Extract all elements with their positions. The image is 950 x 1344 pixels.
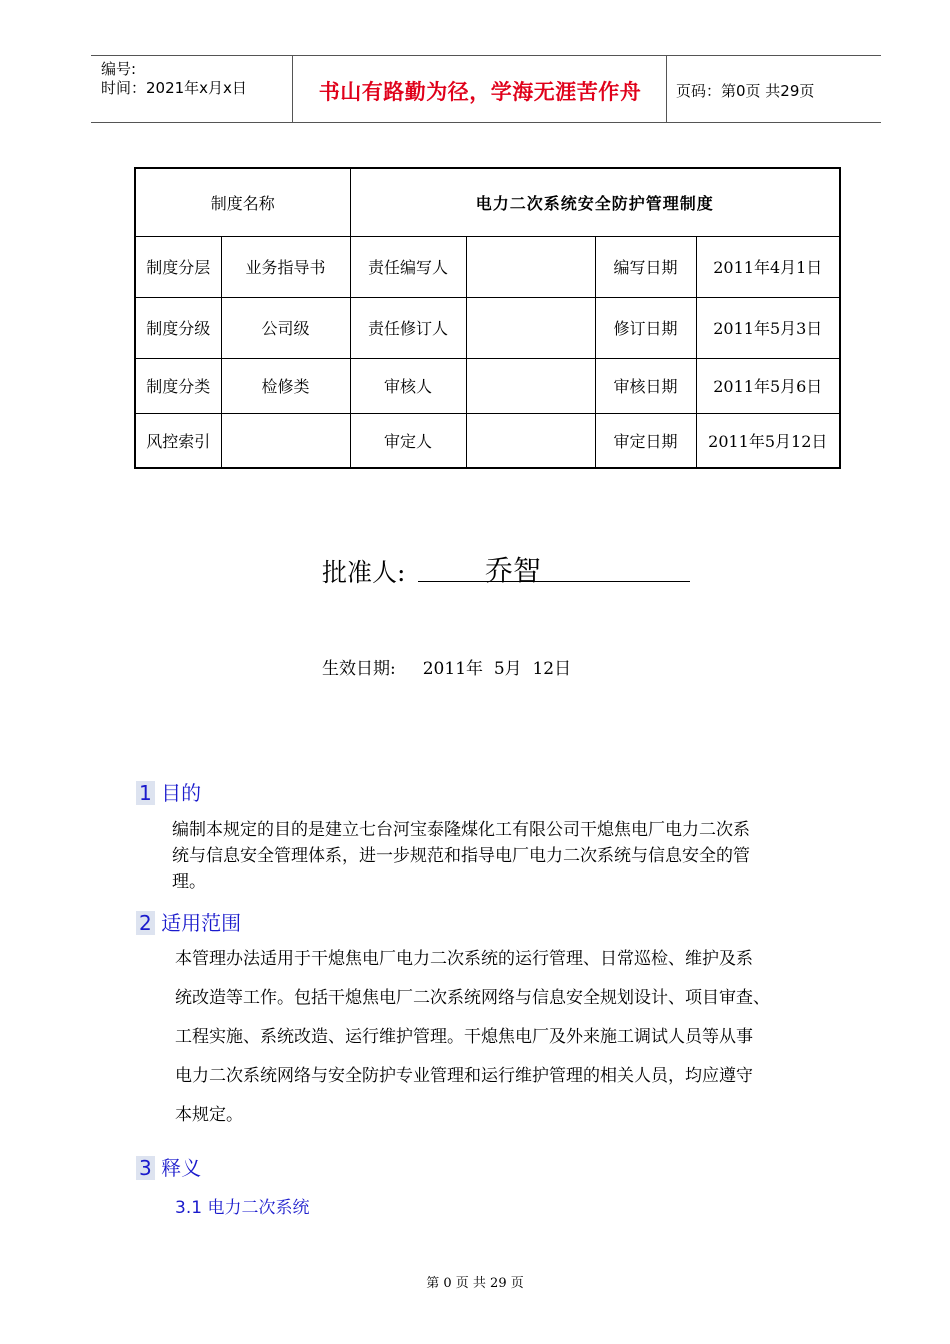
table-cell: 审核人 xyxy=(350,358,466,413)
section-heading xyxy=(136,907,241,936)
section-heading xyxy=(136,777,201,806)
header-page-info: 页码：第0页 共29页 xyxy=(676,82,815,100)
table-cell xyxy=(466,236,595,297)
effective-date: 生效日期: 2011年 5月 12日 xyxy=(322,659,572,679)
section-body xyxy=(172,817,852,895)
section-number: 2 xyxy=(136,911,155,935)
section-body xyxy=(175,940,855,1135)
table-row xyxy=(135,236,840,297)
table-cell xyxy=(466,358,595,413)
header-divider-left xyxy=(292,55,293,122)
table-cell xyxy=(466,413,595,468)
regulation-title: 电力二次系统安全防护管理制度 xyxy=(350,168,840,236)
table-cell: 公司级 xyxy=(221,297,350,358)
table-cell: 2011年5月3日 xyxy=(696,297,840,358)
table-row xyxy=(135,297,840,358)
section-title: 适用范围 xyxy=(161,911,242,935)
subsection-heading: 3.1 电力二次系统 xyxy=(175,1198,310,1218)
text-line: 统与信息安全管理体系，进一步规范和指导电厂电力二次系统与信息安全的管 xyxy=(172,846,750,866)
table-row xyxy=(135,358,840,413)
header-number-label: 编号: xyxy=(101,60,137,78)
header-top-rule xyxy=(91,55,881,56)
table-cell: 责任编写人 xyxy=(350,236,466,297)
text-line: 理。 xyxy=(172,872,206,892)
text-line: 统改造等工作。包括干熄焦电厂二次系统网络与信息安全规划设计、项目审查、 xyxy=(175,988,770,1008)
table-cell: 审定日期 xyxy=(595,413,696,468)
table-cell: 制度分层 xyxy=(135,236,221,297)
table-cell: 2011年4月1日 xyxy=(696,236,840,297)
table-cell: 业务指导书 xyxy=(221,236,350,297)
table-cell: 制度分级 xyxy=(135,297,221,358)
table-cell: 编写日期 xyxy=(595,236,696,297)
header-bottom-rule xyxy=(91,122,881,123)
section-title: 目的 xyxy=(161,781,202,805)
section-number: 1 xyxy=(136,781,155,805)
table-cell: 风控索引 xyxy=(135,413,221,468)
approver-label: 批准人: xyxy=(322,558,406,587)
header-divider-right xyxy=(666,55,667,122)
text-line: 本规定。 xyxy=(175,1105,243,1125)
text-line: 编制本规定的目的是建立七台河宝泰隆煤化工有限公司干熄焦电厂电力二次系 xyxy=(172,820,750,840)
table-cell: 责任修订人 xyxy=(350,297,466,358)
section-title: 释义 xyxy=(161,1156,202,1180)
table-cell xyxy=(221,413,350,468)
header-time-label: 时间：2021年x月x日 xyxy=(101,79,247,97)
table-cell: 修订日期 xyxy=(595,297,696,358)
table-cell: 审定人 xyxy=(350,413,466,468)
text-line: 工程实施、系统改造、运行维护管理。干熄焦电厂及外来施工调试人员等从事 xyxy=(175,1027,753,1047)
text-line: 电力二次系统网络与安全防护专业管理和运行维护管理的相关人员，均应遵守 xyxy=(175,1066,753,1086)
table-cell: 审核日期 xyxy=(595,358,696,413)
text-line: 本管理办法适用于干熄焦电厂电力二次系统的运行管理、日常巡检、维护及系 xyxy=(175,949,753,969)
section-heading xyxy=(136,1152,201,1181)
table-cell: 制度分类 xyxy=(135,358,221,413)
header-motto: 书山有路勤为径，学海无涯苦作舟 xyxy=(318,79,642,104)
regulation-info-table xyxy=(134,167,841,469)
table-cell: 检修类 xyxy=(221,358,350,413)
approver-name: 乔智 xyxy=(484,554,541,587)
table-title-row xyxy=(135,168,840,236)
table-cell: 2011年5月12日 xyxy=(696,413,840,468)
table-row xyxy=(135,413,840,468)
table-cell xyxy=(466,297,595,358)
section-number: 3 xyxy=(136,1156,155,1180)
regulation-name-label: 制度名称 xyxy=(135,168,350,236)
page-footer: 第 0 页 共 29 页 xyxy=(426,1276,524,1291)
table-cell: 2011年5月6日 xyxy=(696,358,840,413)
